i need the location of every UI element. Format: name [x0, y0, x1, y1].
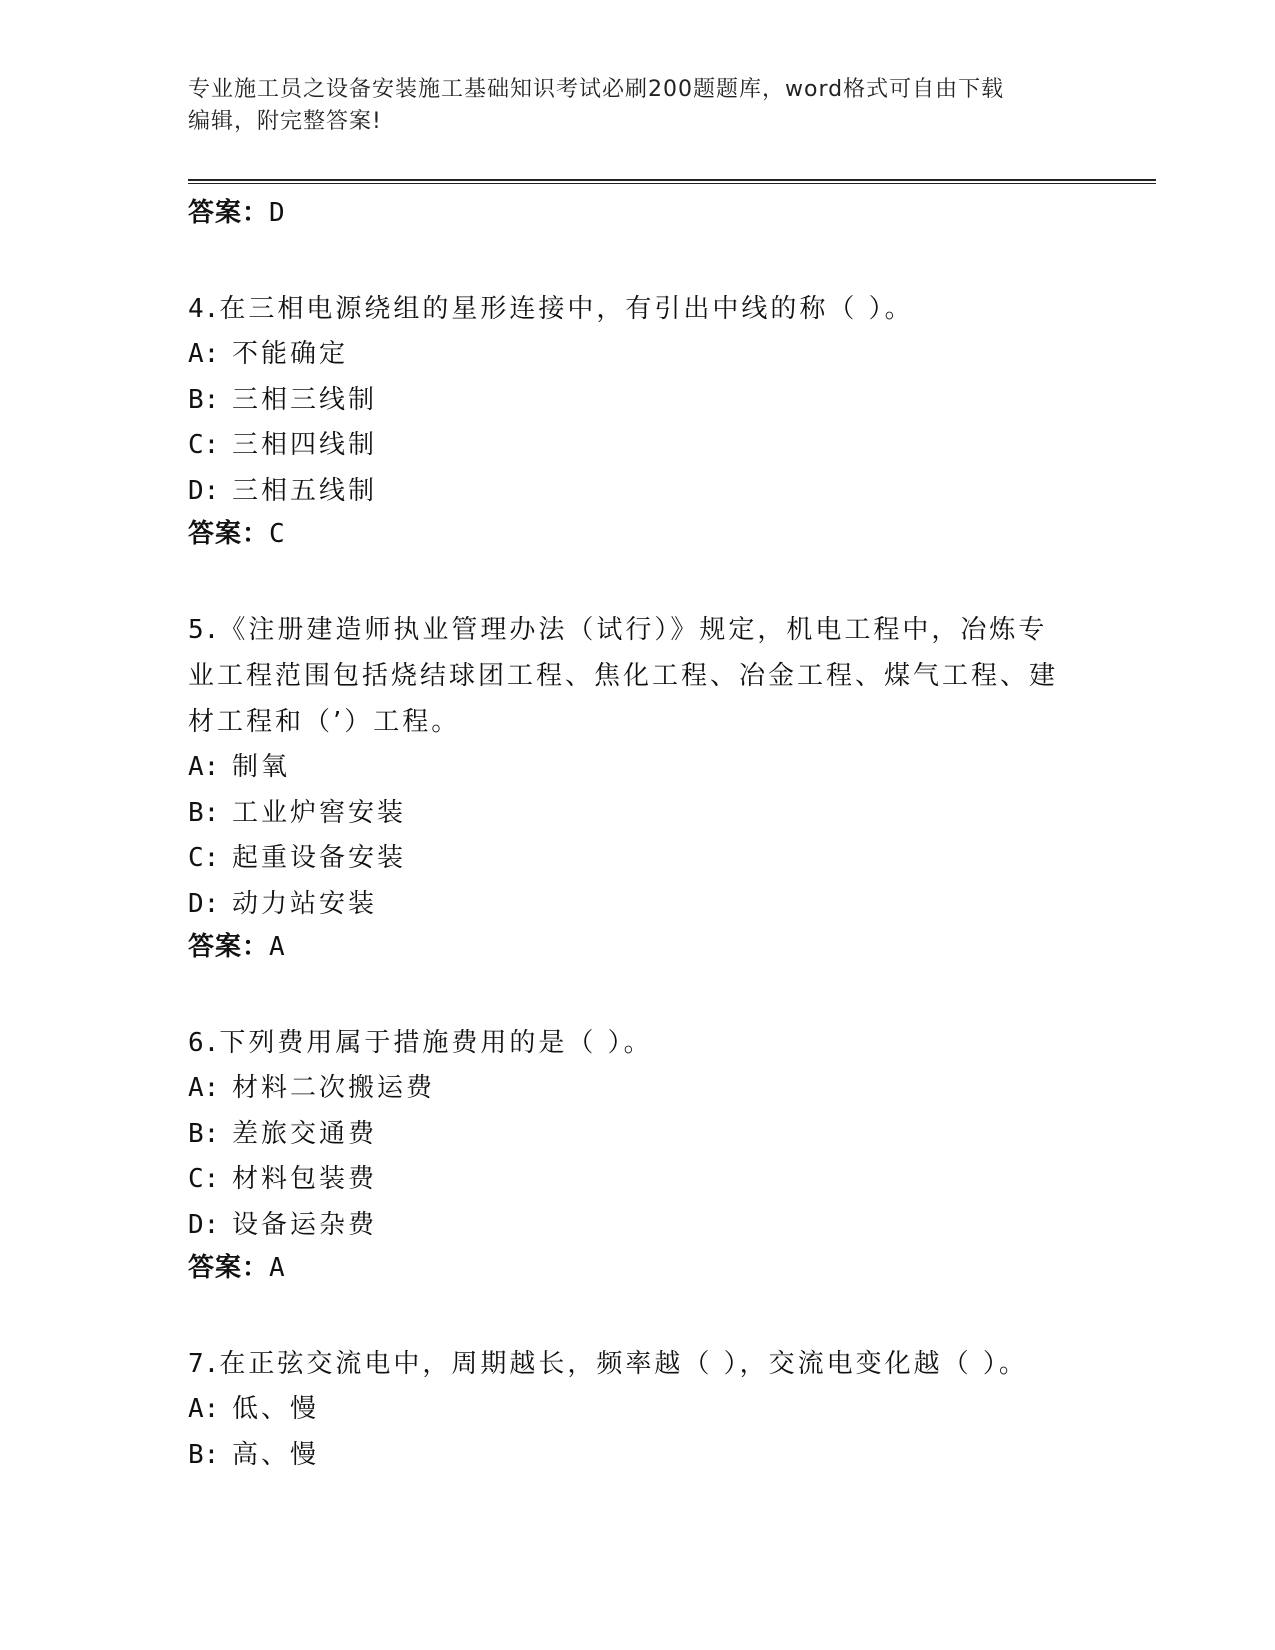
question-6: [188, 1020, 1068, 1288]
header-rule-thick: [188, 179, 1156, 181]
option-b: [188, 378, 1068, 424]
answer-label: 答案：: [188, 198, 270, 228]
document-header: [188, 74, 1088, 138]
option-d: [188, 882, 1068, 928]
answer-value: A: [269, 1253, 286, 1283]
header-rule-thin: [188, 183, 1156, 184]
option-d: [188, 1203, 1068, 1249]
question-number: 7.: [188, 1349, 220, 1379]
answer-label: 答案：: [188, 932, 270, 962]
option-text: 材料包装费: [232, 1164, 378, 1194]
option-text: 不能确定: [232, 339, 349, 369]
option-key: C:: [188, 430, 220, 460]
answer-line: [188, 193, 1068, 233]
question-text: [188, 286, 1068, 332]
option-text: 差旅交通费: [232, 1118, 378, 1149]
option-text: 低、慢: [232, 1394, 320, 1424]
question-body: 在正弦交流电中，周期越长，频率越（ ），交流电变化越（ ）。: [219, 1349, 1028, 1379]
option-b: [188, 1112, 1068, 1158]
option-a: [188, 1387, 1068, 1433]
option-text: 动力站安装: [232, 888, 378, 919]
question-list: [188, 190, 1068, 1478]
option-a: [188, 1066, 1068, 1112]
answer-line: [188, 927, 1068, 967]
question-number: 6.: [188, 1028, 220, 1058]
answer-value: D: [269, 198, 286, 228]
option-text: 三相五线制: [232, 475, 378, 506]
option-key: D:: [188, 1209, 220, 1240]
option-key: D:: [188, 888, 220, 919]
option-d: [188, 469, 1068, 515]
option-a: [188, 332, 1068, 378]
option-key: C:: [188, 843, 220, 873]
question-text: [188, 1020, 1068, 1066]
option-b: [188, 791, 1068, 837]
option-key: C:: [188, 1164, 220, 1194]
option-text: 高、慢: [232, 1439, 320, 1470]
option-key: B:: [188, 1118, 220, 1149]
option-key: A:: [188, 1394, 220, 1424]
option-b: [188, 1433, 1068, 1479]
header-title-line2: 编辑，附完整答案!: [188, 109, 382, 134]
option-key: A:: [188, 752, 220, 782]
option-key: A:: [188, 339, 220, 369]
option-key: A:: [188, 1073, 220, 1103]
question-text: [188, 1341, 1068, 1387]
option-text: 设备运杂费: [232, 1209, 378, 1240]
option-text: 三相三线制: [232, 384, 378, 415]
question-body: 下列费用属于措施费用的是（ ）。: [219, 1028, 653, 1058]
option-a: [188, 745, 1068, 791]
question-number: 4.: [188, 294, 220, 324]
option-text: 材料二次搬运费: [232, 1073, 436, 1103]
answer-line: [188, 1248, 1068, 1288]
question-5: [188, 607, 1068, 967]
answer-label: 答案：: [188, 1253, 270, 1283]
question-4: [188, 286, 1068, 554]
question-text: [188, 607, 1068, 745]
question-number: 5.: [188, 615, 220, 645]
question-body: 在三相电源绕组的星形连接中，有引出中线的称（ ）。: [219, 294, 914, 324]
question-body: 《注册建造师执业管理办法（试行）》规定，机电工程中，冶炼专业工程范围包括烧结球团工程、焦化工程、冶金工程、煤气工程、建材工程和（’）工程。: [188, 615, 1059, 737]
option-c: [188, 1157, 1068, 1203]
option-text: 三相四线制: [232, 430, 378, 460]
option-text: 制氧: [232, 752, 291, 782]
option-key: D:: [188, 475, 220, 506]
question-7: [188, 1341, 1068, 1478]
option-key: B:: [188, 1439, 220, 1470]
option-key: B:: [188, 384, 220, 415]
option-text: 工业炉窖安装: [232, 797, 407, 828]
answer-value: C: [269, 519, 286, 549]
answer-value: A: [269, 932, 286, 962]
answer-label: 答案：: [188, 519, 270, 549]
option-c: [188, 423, 1068, 469]
option-key: B:: [188, 797, 220, 828]
option-c: [188, 836, 1068, 882]
answer-line: [188, 514, 1068, 554]
header-title-line1: 专业施工员之设备安装施工基础知识考试必刷200题题库，word格式可自由下载: [188, 77, 1005, 102]
option-text: 起重设备安装: [232, 843, 407, 873]
